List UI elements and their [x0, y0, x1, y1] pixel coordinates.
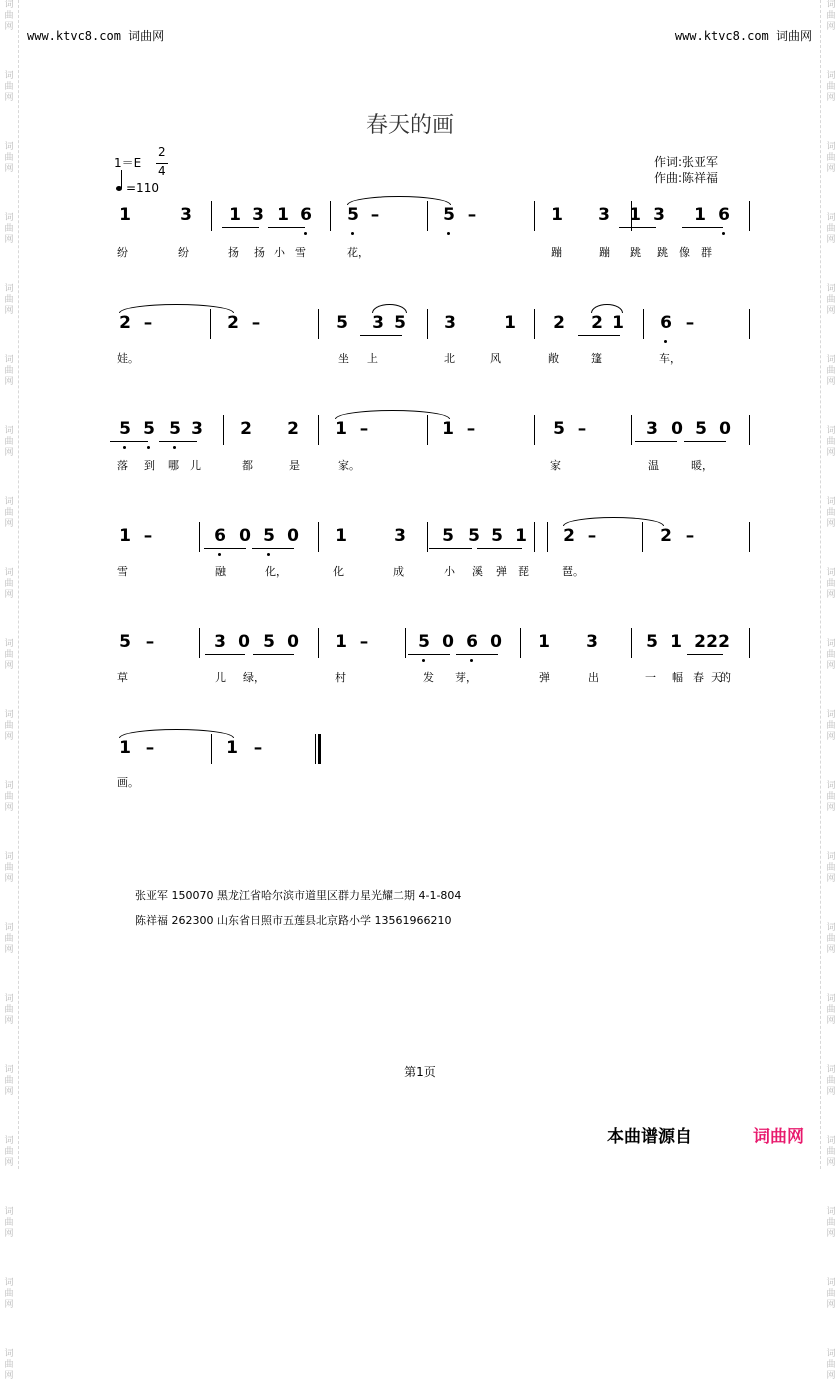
- note: 2: [563, 526, 575, 546]
- note: 2: [660, 526, 672, 546]
- note: 5: [491, 526, 503, 546]
- lyric: 蹦: [599, 246, 610, 259]
- lyric: 春: [693, 671, 704, 684]
- note: 2: [694, 632, 706, 652]
- low-octave-dot: [267, 553, 270, 556]
- watermark-text: 词曲网: [826, 568, 836, 600]
- note: 1: [335, 419, 347, 439]
- low-octave-dot: [447, 232, 450, 235]
- lyric: 花，: [347, 246, 369, 259]
- header-right-site[interactable]: www.ktvc8.com 词曲网: [674, 29, 812, 43]
- note: 1: [229, 205, 241, 225]
- watermark-text: 词曲网: [4, 355, 14, 387]
- note: 1: [538, 632, 550, 652]
- lyric: 扬: [228, 246, 239, 259]
- bar-line: [520, 628, 521, 658]
- tie-arc: [347, 196, 451, 205]
- right-watermark: [824, 0, 838, 1381]
- watermark-text: 词曲网: [4, 1278, 14, 1310]
- watermark-text: 词曲网: [4, 142, 14, 174]
- watermark-text: 词曲网: [4, 71, 14, 103]
- note: 5: [553, 419, 565, 439]
- lyric: 车，: [659, 352, 681, 365]
- lyric: 雪: [295, 246, 306, 259]
- lyric: 画。: [117, 776, 139, 789]
- lyric: 一: [645, 671, 656, 684]
- lyric: 村: [335, 671, 346, 684]
- note: –: [145, 632, 155, 652]
- note: 3: [394, 526, 406, 546]
- bar-line: [547, 522, 548, 552]
- bar-line: [427, 522, 428, 552]
- lyric: 弹: [496, 565, 507, 578]
- lyric: 纷: [178, 246, 189, 259]
- beam-underline: [408, 654, 450, 655]
- watermark-text: 词曲网: [4, 852, 14, 884]
- bar-line: [427, 415, 428, 445]
- bar-line: [318, 415, 319, 445]
- tie-arc: [372, 304, 407, 313]
- lyric: 是: [289, 459, 300, 472]
- low-octave-dot: [722, 232, 725, 235]
- lyric: 像: [679, 246, 690, 259]
- note: 0: [287, 632, 299, 652]
- note: 1: [335, 632, 347, 652]
- note: 2: [119, 313, 131, 333]
- lyric: 蹦: [551, 246, 562, 259]
- low-octave-dot: [218, 553, 221, 556]
- note: 6: [300, 205, 312, 225]
- beam-underline: [687, 654, 723, 655]
- lyric: 小: [274, 246, 285, 259]
- page-number: 第1页: [404, 1065, 436, 1079]
- watermark-text: 词曲网: [826, 1207, 836, 1239]
- lyric: 跳: [630, 246, 641, 259]
- bar-line: [749, 201, 750, 231]
- watermark-text: 词曲网: [4, 426, 14, 458]
- beam-underline: [477, 548, 522, 549]
- beam-underline: [682, 227, 723, 228]
- lyric: 北: [444, 352, 455, 365]
- watermark-text: 词曲网: [826, 710, 836, 742]
- bar-line: [534, 522, 535, 552]
- beam-underline: [252, 548, 294, 549]
- watermark-text: 词曲网: [4, 568, 14, 600]
- tie-arc: [119, 304, 234, 313]
- note: 3: [214, 632, 226, 652]
- bar-line: [210, 309, 211, 339]
- note: –: [359, 419, 369, 439]
- note: 5: [263, 526, 275, 546]
- note: 5: [443, 205, 455, 225]
- lyric: 上: [367, 352, 378, 365]
- note: 3: [372, 313, 384, 333]
- note: –: [251, 313, 261, 333]
- lyric: 发: [423, 671, 434, 684]
- watermark-text: 词曲网: [826, 1349, 836, 1381]
- lyric: 出: [588, 671, 599, 684]
- lyric: 家。: [338, 459, 360, 472]
- watermark-text: 词曲网: [4, 639, 14, 671]
- lyric: 风: [490, 352, 501, 365]
- watermark-text: 词曲网: [826, 781, 836, 813]
- low-octave-dot: [147, 446, 150, 449]
- bar-line: [534, 309, 535, 339]
- watermark-text: 词曲网: [826, 639, 836, 671]
- low-octave-dot: [173, 446, 176, 449]
- note: 5: [119, 419, 131, 439]
- note: 2: [553, 313, 565, 333]
- lyric: 温: [648, 459, 659, 472]
- tie-arc: [335, 410, 450, 419]
- bar-line: [211, 201, 212, 231]
- bar-line: [749, 415, 750, 445]
- bar-line: [749, 628, 750, 658]
- note: 6: [718, 205, 730, 225]
- note: 1: [119, 738, 131, 758]
- note: –: [145, 738, 155, 758]
- lyric: 溪: [472, 565, 483, 578]
- watermark-text: 词曲网: [826, 1278, 836, 1310]
- low-octave-dot: [304, 232, 307, 235]
- lyric: 坐: [338, 352, 349, 365]
- header-left-site[interactable]: www.ktvc8.com 词曲网: [27, 29, 165, 43]
- low-octave-dot: [470, 659, 473, 662]
- beam-underline: [204, 548, 246, 549]
- note: 5: [695, 419, 707, 439]
- bar-line: [643, 309, 644, 339]
- note: 6: [660, 313, 672, 333]
- note: 5: [442, 526, 454, 546]
- low-octave-dot: [123, 446, 126, 449]
- watermark-text: 词曲网: [4, 1136, 14, 1168]
- lyric: 雪: [117, 565, 128, 578]
- note: 2: [706, 632, 718, 652]
- lyricist: 作词:张亚军: [654, 155, 719, 169]
- note: 5: [169, 419, 181, 439]
- note: 6: [214, 526, 226, 546]
- note: 3: [444, 313, 456, 333]
- song-title: 春天的画: [365, 113, 454, 138]
- watermark-text: 词曲网: [826, 497, 836, 529]
- time-signature-bottom: 4: [158, 164, 166, 178]
- key-signature: 1＝E: [114, 156, 142, 170]
- watermark-text: 词曲网: [826, 426, 836, 458]
- lyric: 儿: [215, 671, 226, 684]
- lyric: 跳: [657, 246, 668, 259]
- note: 1: [226, 738, 238, 758]
- beam-underline: [578, 335, 620, 336]
- note: –: [685, 313, 695, 333]
- lyric: 弹: [539, 671, 550, 684]
- beam-underline: [360, 335, 402, 336]
- lyric: 纷: [117, 246, 128, 259]
- watermark-text: 词曲网: [826, 355, 836, 387]
- watermark-text: 词曲网: [4, 1065, 14, 1097]
- address-composer: 陈祥福 262300 山东省日照市五莲县北京路小学 13561966210: [135, 914, 452, 927]
- note: 3: [598, 205, 610, 225]
- lyric: 儿: [190, 459, 201, 472]
- note: –: [370, 205, 380, 225]
- note: 1: [277, 205, 289, 225]
- watermark-text: 词曲网: [826, 213, 836, 245]
- lyric: 化，: [265, 565, 287, 578]
- source-brand-link[interactable]: 词曲网: [753, 1127, 804, 1147]
- lyric: 篷: [591, 352, 602, 365]
- watermark-text: 词曲网: [4, 1207, 14, 1239]
- time-signature-top: 2: [158, 145, 166, 159]
- beam-underline: [619, 227, 656, 228]
- note: 1: [515, 526, 527, 546]
- lyric: 扬: [254, 246, 265, 259]
- tempo: =110: [126, 181, 159, 195]
- note: –: [587, 526, 597, 546]
- note: 0: [442, 632, 454, 652]
- beam-underline: [268, 227, 305, 228]
- note: 5: [646, 632, 658, 652]
- note: –: [359, 632, 369, 652]
- watermark-text: 词曲网: [4, 1349, 14, 1381]
- beam-underline: [684, 441, 726, 442]
- watermark-text: 词曲网: [4, 213, 14, 245]
- beam-underline: [222, 227, 259, 228]
- lyric: 都: [242, 459, 253, 472]
- watermark-text: 词曲网: [4, 0, 14, 32]
- watermark-text: 词曲网: [826, 852, 836, 884]
- low-octave-dot: [351, 232, 354, 235]
- note: 0: [719, 419, 731, 439]
- note: –: [143, 313, 153, 333]
- beam-underline: [159, 441, 197, 442]
- lyric: 哪: [168, 459, 179, 472]
- watermark-text: 词曲网: [4, 497, 14, 529]
- lyric: 天: [711, 671, 722, 684]
- lyric: 暖，: [691, 459, 713, 472]
- watermark-text: 词曲网: [826, 142, 836, 174]
- note: 1: [629, 205, 641, 225]
- lyric: 的: [720, 671, 731, 684]
- watermark-text: 词曲网: [826, 284, 836, 316]
- watermark-text: 词曲网: [826, 1136, 836, 1168]
- note: 1: [504, 313, 516, 333]
- note: 3: [646, 419, 658, 439]
- lyric: 琵: [518, 565, 529, 578]
- note: 5: [336, 313, 348, 333]
- note: 5: [263, 632, 275, 652]
- note: 1: [612, 313, 624, 333]
- note: 2: [718, 632, 730, 652]
- note: 3: [653, 205, 665, 225]
- note: 3: [252, 205, 264, 225]
- lyric: 家: [550, 459, 561, 472]
- bar-line: [749, 309, 750, 339]
- left-border-line: [18, 0, 19, 1169]
- final-bar-thick: [318, 734, 321, 764]
- note: 5: [394, 313, 406, 333]
- bar-line: [749, 522, 750, 552]
- low-octave-dot: [422, 659, 425, 662]
- bar-line: [405, 628, 406, 658]
- lyric: 成: [393, 565, 404, 578]
- watermark-text: 词曲网: [826, 994, 836, 1026]
- note: 0: [490, 632, 502, 652]
- lyric: 敞: [548, 352, 559, 365]
- note: 0: [671, 419, 683, 439]
- note: 1: [694, 205, 706, 225]
- watermark-text: 词曲网: [826, 923, 836, 955]
- note: –: [577, 419, 587, 439]
- watermark-text: 词曲网: [826, 0, 836, 32]
- note: 1: [442, 419, 454, 439]
- lyric: 绿，: [243, 671, 265, 684]
- lyric: 落: [117, 459, 128, 472]
- left-watermark: [2, 0, 16, 1381]
- bar-line: [631, 415, 632, 445]
- watermark-text: 词曲网: [4, 710, 14, 742]
- bar-line: [318, 628, 319, 658]
- note: 5: [347, 205, 359, 225]
- bar-line: [199, 628, 200, 658]
- note: 0: [238, 632, 250, 652]
- note: –: [143, 526, 153, 546]
- bar-line: [427, 201, 428, 231]
- lyric: 幅: [672, 671, 683, 684]
- beam-underline: [205, 654, 245, 655]
- bar-line: [318, 309, 319, 339]
- composer: 作曲:陈祥福: [654, 171, 719, 185]
- bar-line: [631, 628, 632, 658]
- source-label: 本曲谱源自: [607, 1127, 692, 1147]
- lyric: 群: [701, 246, 712, 259]
- note: –: [685, 526, 695, 546]
- bar-line: [534, 415, 535, 445]
- note: 1: [119, 526, 131, 546]
- beam-underline: [635, 441, 677, 442]
- note: 5: [143, 419, 155, 439]
- bar-line: [427, 309, 428, 339]
- lyric: 娃。: [117, 352, 139, 365]
- note: 1: [335, 526, 347, 546]
- address-lyricist: 张亚军 150070 黑龙江省哈尔滨市道里区群力星光耀二期 4-1-804: [135, 889, 462, 902]
- lyric: 化: [333, 565, 344, 578]
- watermark-text: 词曲网: [4, 923, 14, 955]
- note: 2: [240, 419, 252, 439]
- lyric: 小: [444, 565, 455, 578]
- note: –: [466, 419, 476, 439]
- bar-line: [211, 734, 212, 764]
- note: 5: [468, 526, 480, 546]
- tie-arc: [563, 517, 664, 526]
- watermark-text: 词曲网: [826, 1065, 836, 1097]
- quarter-note-stem: [121, 170, 122, 188]
- beam-underline: [253, 654, 294, 655]
- note: –: [253, 738, 263, 758]
- note: 1: [551, 205, 563, 225]
- note: 5: [119, 632, 131, 652]
- tie-arc: [119, 729, 234, 738]
- bar-line: [199, 522, 200, 552]
- watermark-text: 词曲网: [4, 994, 14, 1026]
- note: 2: [227, 313, 239, 333]
- right-border-line: [820, 0, 821, 1169]
- note: 6: [466, 632, 478, 652]
- beam-underline: [110, 441, 148, 442]
- note: 1: [119, 205, 131, 225]
- watermark-text: 词曲网: [826, 71, 836, 103]
- bar-line: [534, 201, 535, 231]
- note: –: [467, 205, 477, 225]
- bar-line: [642, 522, 643, 552]
- note: 2: [591, 313, 603, 333]
- tie-arc: [591, 304, 623, 313]
- note: 0: [239, 526, 251, 546]
- watermark-text: 词曲网: [4, 284, 14, 316]
- note: 3: [180, 205, 192, 225]
- note: 1: [670, 632, 682, 652]
- beam-underline: [456, 654, 498, 655]
- beam-underline: [429, 548, 472, 549]
- note: 0: [287, 526, 299, 546]
- note: 3: [586, 632, 598, 652]
- lyric: 琶。: [562, 565, 584, 578]
- note: 3: [191, 419, 203, 439]
- lyric: 芽，: [455, 671, 477, 684]
- bar-line: [330, 201, 331, 231]
- watermark-text: 词曲网: [4, 781, 14, 813]
- lyric: 草: [117, 671, 128, 684]
- lyric: 融: [215, 565, 226, 578]
- note: 2: [287, 419, 299, 439]
- bar-line: [223, 415, 224, 445]
- bar-line: [318, 522, 319, 552]
- note: 5: [418, 632, 430, 652]
- final-bar-thin: [315, 734, 316, 764]
- low-octave-dot: [664, 340, 667, 343]
- lyric: 到: [144, 459, 155, 472]
